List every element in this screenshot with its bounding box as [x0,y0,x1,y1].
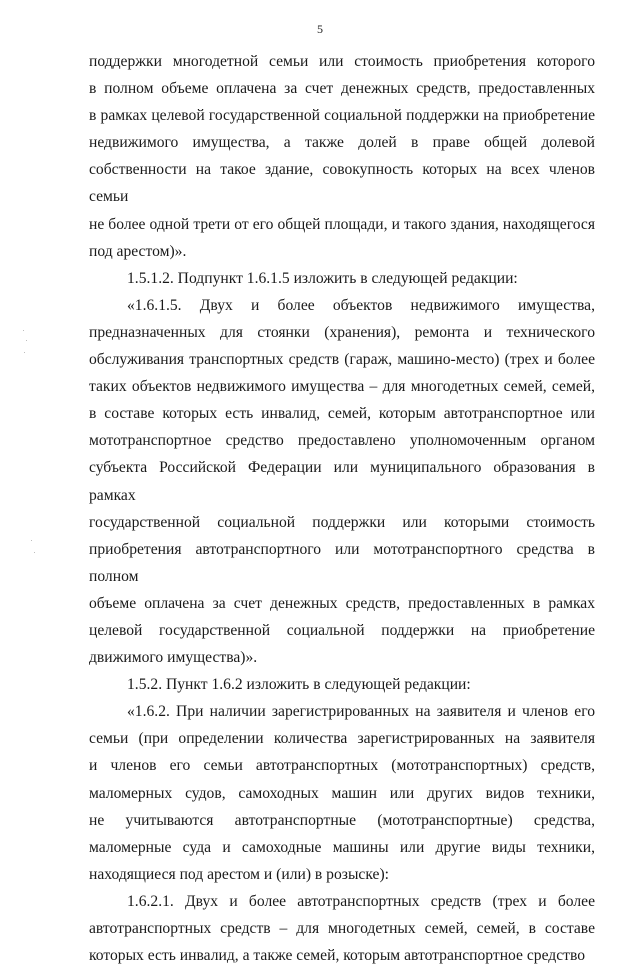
text-line: не более одной трети от его общей площади, и такого здания, находящегося [89,215,595,233]
text-line: предназначенных для стоянки (хранения), ремонта и технического [89,323,595,341]
text-line: которых есть инвалид, а также семей, которым автотранспортное средство [89,947,586,965]
scan-speck [31,540,32,541]
text-line: движимого имущества)». [89,649,258,667]
scan-speck [26,340,27,341]
text-line: недвижимого имущества, а также долей в праве общей долевой [89,134,595,152]
text-line: маломерные суда и самоходные машины или другие виды техники, [89,838,595,856]
text-line: «1.6.2. При наличии зарегистрированных на заявителя и членов его [127,703,595,721]
text-line: автотранспортных средств – для многодетных семей, семей, в составе [89,920,595,937]
text-line: поддержки многодетной семьи или стоимость приобретения которого [89,53,595,70]
text-line: 1.5.2. Пункт 1.6.2 изложить в следующей редакции: [127,676,471,694]
text-line: объеме оплачена за счет денежных средств, предоставленных в рамках [89,594,595,612]
text-line: в составе которых есть инвалид, семей, которым автотранспортное или [89,405,595,423]
text-line: и членов его семьи автотранспортных (мототранспортных) средств, [89,757,595,775]
text-line: под арестом)». [89,242,187,260]
text-line: собственности на такое здание, совокупность которых на всех членов семьи [89,161,595,206]
document-body [89,48,595,969]
text-line: маломерных судов, самоходных машин или других видов техники, [89,784,595,802]
scan-speck [23,330,24,331]
text-line: 1.5.1.2. Подпункт 1.6.1.5 изложить в следующей редакции: [127,269,518,287]
text-line: государственной социальной поддержки или которыми стоимость [89,513,595,531]
text-line: в полном объеме оплачена за счет денежных средств, предоставленных [89,80,595,98]
scan-speck [24,352,25,353]
text-line: семьи (при определении количества зарегистрированных на заявителя [89,730,595,748]
text-line: обслуживания транспортных средств (гараж, машино-место) (трех и более [89,351,595,369]
text-line: находящиеся под арестом и (или) в розыске): [89,865,389,883]
text-line: в рамках целевой государственной социальной поддержки на приобретение [89,107,595,125]
text-line: 1.6.2.1. Двух и более автотранспортных средств (трех и более [127,892,595,910]
text-line: «1.6.1.5. Двух и более объектов недвижимого имущества, [127,296,595,314]
text-line: не учитываются автотранспортные (мототранспортные) средства, [89,811,595,829]
text-line: субъекта Российской Федерации или муниципального образования в рамках [89,459,595,504]
text-line: таких объектов недвижимого имущества – для многодетных семей, семей, [89,378,595,396]
page-number: 5 [317,22,323,36]
text-line: целевой государственной социальной поддержки на приобретение [89,621,595,639]
text-line: приобретения автотранспортного или мототранспортного средства в полном [89,540,595,585]
scan-speck [34,552,35,553]
text-line: мототранспортное средство предоставлено уполномоченным органом [89,432,595,450]
